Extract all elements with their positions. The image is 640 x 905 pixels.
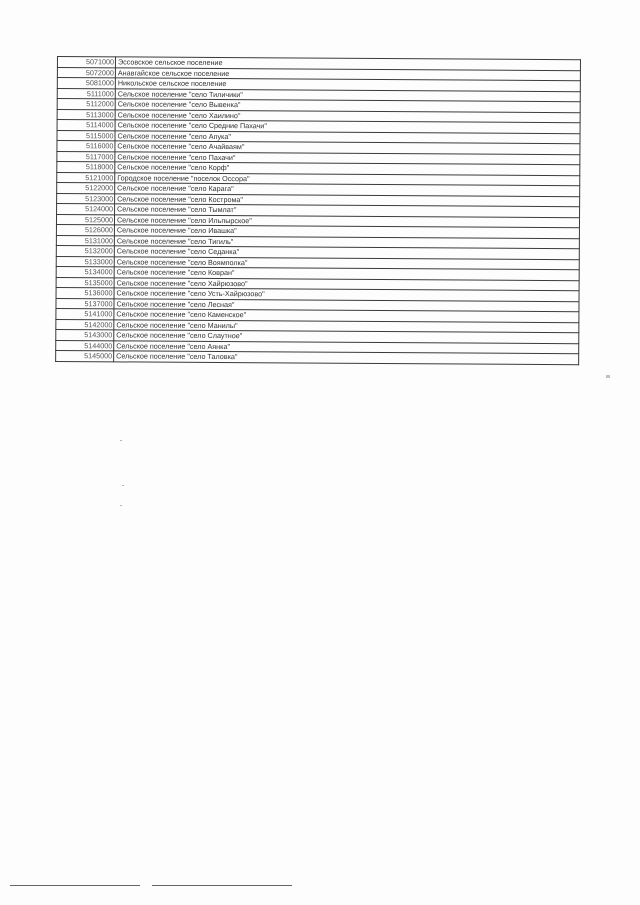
settlement-name: Сельское поселение "село Воямполка" (114, 256, 579, 269)
settlement-code: 5114000 (57, 120, 115, 131)
settlement-code: 5117000 (57, 151, 115, 162)
settlement-name: Эссовское сельское поселение (115, 57, 580, 70)
settlement-name: Городское поселение "поселок Оссора" (115, 172, 580, 185)
settlement-code: 5144000 (56, 340, 114, 351)
settlement-code: 5124000 (57, 204, 115, 215)
table-row (56, 350, 579, 364)
footer-rule-left (10, 885, 140, 886)
settlement-name: Сельское поселение "село Ильпырское" (114, 214, 579, 227)
settlement-name: Сельское поселение "село Тиличики" (115, 88, 580, 101)
settlement-name: Сельское поселение "село Средние Пахачи" (115, 120, 580, 133)
settlement-name: Сельское поселение "село Ивашка" (114, 225, 579, 238)
settlement-name: Сельское поселение "село Лесная" (114, 298, 579, 311)
settlement-name: Сельское поселение "село Манилы" (114, 319, 579, 332)
settlement-name: Сельское поселение "село Корф" (115, 162, 580, 175)
settlement-name: Сельское поселение "село Ачайваям" (115, 141, 580, 154)
settlement-code: 5135000 (56, 277, 114, 288)
settlement-name: Сельское поселение "село Каменское" (114, 309, 579, 322)
settlement-name: Сельское поселение "село Карага" (115, 183, 580, 196)
settlement-code: 5071000 (57, 57, 115, 68)
settlement-name: Сельское поселение "село Хаилино" (115, 109, 580, 122)
settlement-name: Сельское поселение "село Седанка" (114, 246, 579, 259)
settlement-name: Сельское поселение "село Хайрюзово" (114, 277, 579, 290)
settlement-code: 5115000 (57, 130, 115, 141)
settlement-code: 5131000 (56, 235, 114, 246)
settlements-table-body (56, 57, 581, 365)
settlement-code: 5123000 (57, 193, 115, 204)
settlement-code: 5081000 (57, 78, 115, 89)
settlement-code: 5113000 (57, 109, 115, 120)
settlement-name: Сельское поселение "село Апука" (115, 130, 580, 143)
settlement-code: 5142000 (56, 319, 114, 330)
settlement-name: Сельское поселение "село Тигиль" (114, 235, 579, 248)
settlement-code: 5132000 (56, 245, 114, 256)
settlement-code: 5111000 (57, 88, 115, 99)
settlement-code: 5125000 (56, 214, 114, 225)
settlement-name: Сельское поселение "село Тымлат" (115, 204, 580, 217)
settlement-code: 5118000 (57, 162, 115, 173)
settlement-code: 5112000 (57, 99, 115, 110)
settlement-code: 5121000 (57, 172, 115, 183)
settlement-name: Сельское поселение "село Ковран" (114, 267, 579, 280)
settlement-name: Сельское поселение "село Усть-Хайрюзово" (114, 288, 579, 301)
settlement-name: Сельское поселение "село Слаутное" (114, 330, 579, 343)
scan-speck (122, 485, 124, 486)
settlement-code: 5133000 (56, 256, 114, 267)
settlement-name: Сельское поселение "село Пахачи" (115, 151, 580, 164)
settlement-name: Сельское поселение "село Таловка" (114, 351, 579, 364)
settlement-code: 5122000 (57, 183, 115, 194)
footer-rule-right (152, 885, 292, 886)
settlement-code: 5136000 (56, 287, 114, 298)
settlement-code: 5134000 (56, 266, 114, 277)
settlement-name: Никольское сельское поселение (115, 78, 580, 91)
settlement-code: 5143000 (56, 329, 114, 340)
scan-edge-mark (606, 375, 610, 378)
scan-speck (120, 440, 122, 441)
settlement-name: Сельское поселение "село Аянка" (114, 340, 579, 353)
settlement-code: 5072000 (57, 67, 115, 78)
settlement-code: 5145000 (56, 350, 114, 361)
settlement-code: 5126000 (56, 224, 114, 235)
settlement-name: Анавгайское сельское поселение (115, 67, 580, 80)
scan-speck (120, 505, 122, 506)
settlements-table (55, 56, 581, 365)
settlement-code: 5141000 (56, 308, 114, 319)
settlement-name: Сельское поселение "село Кострома" (115, 193, 580, 206)
settlement-name: Сельское поселение "село Вывенка" (115, 99, 580, 112)
settlement-code: 5137000 (56, 298, 114, 309)
settlement-code: 5116000 (57, 141, 115, 152)
